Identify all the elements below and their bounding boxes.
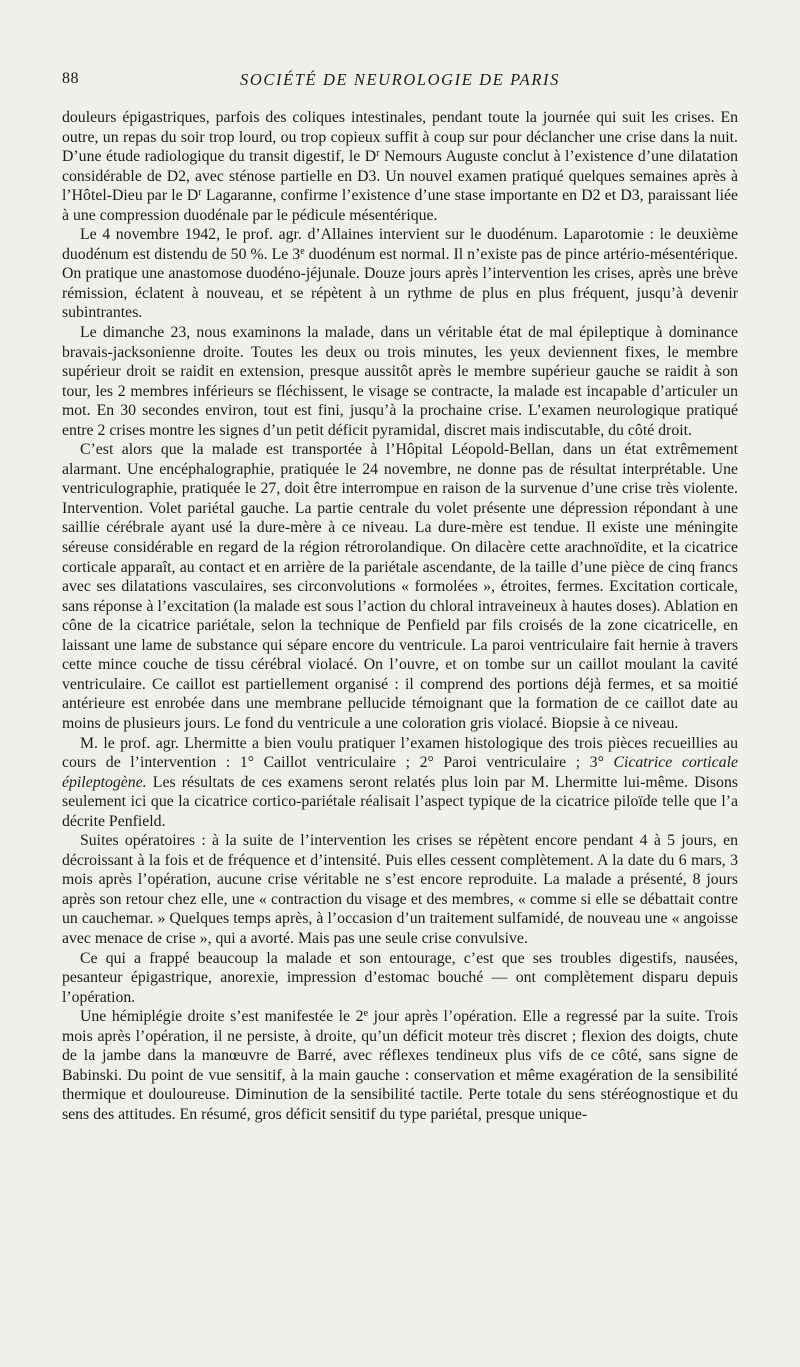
paragraph: [62, 1007, 738, 1124]
text-run: C’est alors que la malade est transportée à l’Hôpital Léopold-Bellan, dans un état extrêmement alarmant. Une encéphalographie, pratiquée le 24 novembre, ne donne pas de résultat interprétable. Une ventriculographie, pratiquée le 27, doit être interrompue en raison de la survenue d’une crise très violente. Intervention. Volet pariétal gauche. La partie centrale du volet présente une dépression répondant à une saillie cérébrale ayant usé la dure-mère à ce niveau. La dure-mère est tendue. Il existe une méningite séreuse considérable en regard de la région rétrorolandique. On dilacère cette arachnoïdite, et la cicatrice corticale apparaît, au contact et en arrière de la pariétale ascendante, de la taille d’une pièce de cinq francs avec ses dilatations vasculaires, ses circonvolutions « formolées », étroites, fermes. Excitation corticale, sans réponse à l’excitation (la malade est sous l’action du chloral intraveineux à hautes doses). Ablation en cône de la cicatrice pariétale, selon la technique de Penfield par fils croisés de la zone cicatricelle, en laissant une lame de substance qui sépare encore du ventricule. La paroi ventriculaire fait hernie à travers cette mince couche de tissu cérébral violacé. On l’ouvre, et on tombe sur un caillot moulant la cavité ventriculaire. Ce caillot est partiellement organisé : il comprend des portions déjà fermes, et sa moitié antérieure est enrobée dans une membrane pellucide témoignant que la formation de ce caillot date au moins de plusieurs jours. Le fond du ventricule a une coloration gris violacé. Biopsie à ce niveau.: [62, 441, 738, 732]
italic-text: Cicatrice corticale épileptogène.: [62, 754, 738, 791]
text-run: douleurs épigastriques, parfois des coliques intestinales, pendant toute la journée qui suit les crises. En outre, un repas du soir trop lourd, ou trop copieux suffit à coup sur pour déclancher une crise dans la nuit. D’une étude radiologique du transit digestif, le D: [62, 109, 738, 166]
paragraph: [62, 225, 738, 323]
page-number: 88: [62, 70, 79, 87]
paragraph: [62, 831, 738, 948]
superscript: r: [376, 148, 380, 160]
text-run: Suites opératoires : à la suite de l’intervention les crises se répètent encore pendant 4 à 5 jours, en décroissant à la fois et de fréquence et d’intensité. Puis elles cessent complètement. A la date du 6 mars, 3 mois après l’opération, aucune crise véritable ne s’est encore reproduite. La malade a présenté, 8 jours après son retour chez elle, une « contraction du visage et des membres, « comme si elle se débattait contre un cauchemar. » Quelques temps après, à l’occasion d’un traitement sulfamidé, de nouveau une « angoisse avec menace de crise », qui a avorté. Mais pas une seule crise convulsive.: [62, 832, 738, 947]
text-run: Le 4 novembre 1942, le prof. agr. d’Allaines intervient sur le duodénum. Laparotomie : le deuxième duodénum est distendu de 50 %. Le 3: [62, 226, 738, 263]
paragraph: [62, 734, 738, 832]
text-run: jour après l’opération. Elle a regressé par la suite. Trois mois après l’opération, il ne persiste, à droite, qu’un déficit moteur très discret ; flexion des doigts, chute de la jambe dans la manœuvre de Barré, avec réflexes tendineux plus vifs de ce côté, sans signe de Babinski. Du point de vue sensitif, à la main gauche : conservation et même exagération de la sensibilité thermique et douloureuse. Diminution de la sensibilité tactile. Perte totale du sens stéréognostique et du sens des attitudes. En résumé, gros déficit sensitif du type pariétal, presque unique-: [62, 1008, 738, 1123]
text-run: Nemours Auguste conclut à l’existence d’une dilatation considérable de D2, avec sténose partielle en D3. Un nouvel examen pratiqué quelques semaines après à l’Hôtel-Dieu par le D: [62, 148, 739, 205]
paragraph: [62, 949, 738, 1008]
running-title: SOCIÉTÉ DE NEUROLOGIE DE PARIS: [240, 70, 560, 89]
text-run: Lagaranne, confirme l’existence d’une stase importante en D2 et D3, paraissant liée à une compression duodénale par le pédicule mésentérique.: [62, 187, 738, 224]
text-run: Les résultats de ces examens seront relatés plus loin par M. Lhermitte lui-même. Disons seulement ici que la cicatrice cortico-pariétale réalisait l’aspect typique de la cicatrice piloïde telle que l’a décrite Penfield.: [62, 773, 738, 830]
text-run: duodénum est normal. Il n’existe pas de pince artério-mésentérique. On pratique une anastomose duodéno-jéjunale. Douze jours après l’intervention les crises, après une brève rémission, éclatent à nouveau, et se répètent à un rythme de plus en plus fréquent, jusqu’à devenir subintrantes.: [62, 245, 738, 322]
superscript: e: [300, 245, 305, 257]
text-run: Une hémiplégie droite s’est manifestée le 2: [80, 1008, 364, 1026]
superscript: e: [363, 1008, 369, 1020]
superscript: r: [198, 187, 202, 199]
text-run: Le dimanche 23, nous examinons la malade, dans un véritable état de mal épileptique à dominance bravais-jacksonienne droite. Toutes les deux ou trois minutes, les yeux deviennent fixes, le membre supérieur droit se raidit en extension, presque aussitôt après le membre supérieur gauche se raidit à son tour, les 2 membres inférieurs se fléchissent, le visage se contracte, la malade est incapable d’articuler un mot. En 30 secondes environ, tout est fini, jusqu’à la prochaine crise. L’examen neurologique pratiqué entre 2 crises montre les signes d’un petit déficit pyramidal, discret mais indiscutable, du côté droit.: [62, 324, 738, 439]
text-run: M. le prof. agr. Lhermitte a bien voulu pratiquer l’examen histologique des trois pièces recueillies au cours de l’intervention : 1° Caillot ventriculaire ; 2° Paroi ventriculaire ; 3°: [62, 734, 738, 772]
paragraph: [62, 440, 738, 733]
page-header: [62, 70, 738, 94]
text-run: Ce qui a frappé beaucoup la malade et son entourage, c’est que ses troubles digestifs, nausées, pesanteur épigastrique, anorexie, impression d’estomac bouché — ont complètement disparu depuis l’opération.: [62, 949, 738, 1006]
paragraph: [62, 323, 738, 440]
body-text: [62, 108, 738, 1124]
paragraph: [62, 108, 738, 225]
